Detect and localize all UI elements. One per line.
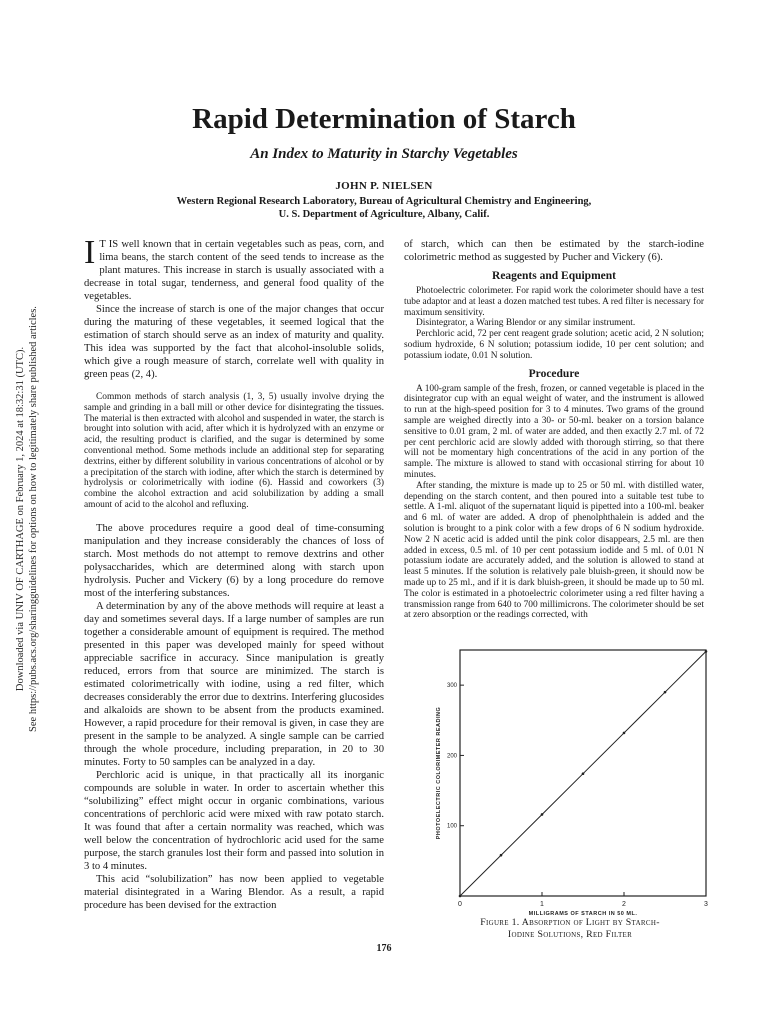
- author-affiliation: [0, 195, 768, 221]
- data-point-3: [582, 772, 585, 775]
- heading-procedure: Procedure: [528, 367, 580, 380]
- chart-svg: [424, 648, 714, 917]
- data-point-4: [623, 732, 626, 735]
- y-tick-label-0: 100: [446, 823, 457, 830]
- affiliation-line-2: U. S. Department of Agriculture, Albany, Calif.: [278, 209, 490, 220]
- x-tick-label-2: 2: [622, 901, 626, 908]
- paragraph-maturity: Since the increase of starch is one of the major changes that occur during the maturing of these vegetables, it seemed logical that the estimation of starch should serve as an index of maturity and quality. This idea was supported by the fact that alcohol-insoluble solids, which give a rough measure of starch, correlate well with quality in green peas (2, 4).: [84, 304, 384, 380]
- paragraph-perchloric: Perchloric acid is unique, in that practically all its inorganic compounds are soluble in water. In order to ascertain whether this “solubilizing” effect might occur in organic combinations, various concentrations of perchloric acid were mixed with raw potato starch. It was found that after a certain normality was reached, which was well below the concentration of hydrochloric acid used for the same purpose, the starch granules lost their form and passed into solution in 3 to 4 minutes.: [84, 769, 384, 872]
- intro-text: T IS well known that in certain vegetables such as peas, corn, and lima beans, the starch content of the seed tends to increase as the plant matures. This increase in starch is usually associated with a decrease in total sugar, tenderness, and general food quality of the vegetables.: [84, 239, 384, 302]
- x-tick-label-0: 0: [458, 901, 462, 908]
- left-column: [84, 234, 384, 912]
- paragraph-continuation: of starch, which can then be estimated by the starch-iodine colorimetric method as suggested by Pucher and Vickery (6).: [404, 239, 704, 263]
- data-point-2: [541, 813, 544, 816]
- procedure-step-2: After standing, the mixture is made up to 25 or 50 ml. with distilled water, depending on the starch content, and then poured into a suitable test tube to settle. A 1-ml. aliquot of the supernatant liquid is pipetted into a 100-ml. beaker and 6 ml. of water are added. A drop of phenolphthalein is added and the solution is brought to a pink color with a few drops of 6 N sodium hydroxide. Now 2 N acetic acid is added until the pink color disappears, 2.5 ml. are then added in excess, 0.5 ml. of 10 per cent potassium iodide and 5 ml. of 0.01 N potassium iodate are accurately added, and the solution is allowed to stand at least 5 minutes. If the solution is relatively pale bluish-green, it should now be made up to 25 ml., and if it is dark bluish-green, it should be made up to 50 ml. The color is estimated in a photoelectric colorimeter using a red filter having a transmission range from 640 to 700 millimicrons. The colorimeter should be set at zero absorption or the readings corrected, with: [404, 480, 704, 621]
- paragraph-common-methods: Common methods of starch analysis (1, 3, 5) usually involve drying the sample and grinding in a ball mill or other device for disintegrating the tissues. The material is then extracted with alcohol and suspended in water, the starch is brought into solution with acid, after which it is hydrolyzed with an enzyme or acid, the resulting product is clarified, and the sugar is determined by some conventional method. Some methods include an additional step for separating dextrins, either by different solubility in various concentrations of alcohol or by a precipitation of the starch with iodine, after which the starch is determined by hydrolysis or colorimetrically with iodine (6). Hassid and coworkers (3) combine the alcohol extraction and acid solubilization by adding a small amount of acid to the alcohol and refluxing.: [84, 392, 384, 510]
- affiliation-line-1: Western Regional Research Laboratory, Bureau of Agricultural Chemistry and Engineering,: [176, 196, 592, 207]
- data-point-5: [664, 691, 667, 694]
- y-axis-label: PHOTOELECTRIC COLORIMETER READING: [436, 706, 442, 840]
- download-notice-line-2: See https://pubs.acs.org/sharingguidelines for options on how to legitimately share published articles.: [28, 306, 39, 732]
- figure-caption: [420, 917, 720, 941]
- data-point-6: [705, 650, 708, 653]
- drop-cap: I: [84, 234, 96, 271]
- caption-line-1: Figure 1. Absorption of Light by Starch-: [480, 917, 660, 928]
- author-name: JOHN P. NIELSEN: [335, 180, 433, 192]
- x-tick-label-1: 1: [540, 901, 544, 908]
- data-point-1: [500, 854, 503, 857]
- reagent-disintegrator: Disintegrator, a Waring Blendor or any similar instrument.: [416, 318, 636, 329]
- paragraph-procedures: The above procedures require a good deal of time-consuming manipulation and they increase considerably the chances of loss of starch. Most methods do not attempt to remove dextrins and other polysaccharides, which are determined along with starch upon hydrolysis. Pucher and Vickery (6) by a long procedure do remove most of the interfering substances.: [84, 522, 384, 599]
- download-notice: [14, 174, 40, 864]
- page-number: 176: [376, 943, 392, 954]
- y-tick-label-1: 200: [446, 753, 457, 760]
- article-title: Rapid Determination of Starch: [192, 103, 576, 135]
- x-tick-label-3: 3: [704, 901, 708, 908]
- paragraph-determination: A determination by any of the above methods will require at least a day and sometimes several days. If a large number of samples are run together a considerable amount of equipment is required. The method presented in this paper was developed mainly for speed without appreciable sacrifice in accuracy. Since manipulation is greatly reduced, errors from that source are minimized. The starch is estimated colorimetrically with iodine, using a red filter, which decreases considerably the error due to dextrins. Interfering glucosides and alkaloids are shown to be absent from the products examined. However, a rapid procedure for their removal is given, in case they are present in the sample to be analyzed. A single sample can be carried through the whole procedure, including preparation, in 20 to 30 minutes. Forty to 50 samples can be analyzed in a day.: [84, 600, 384, 768]
- right-column: [404, 238, 704, 621]
- data-point-0: [459, 895, 462, 898]
- caption-line-2: Iodine Solutions, Red Filter: [507, 929, 633, 940]
- article-subtitle: An Index to Maturity in Starchy Vegetables: [250, 146, 518, 162]
- x-axis-label: MILLIGRAMS OF STARCH IN 50 ML.: [528, 911, 638, 917]
- y-tick-label-2: 300: [446, 683, 457, 690]
- paragraph-solubilization: This acid “solubilization” has now been applied to vegetable material disintegrated in a Waring Blendor. As a result, a rapid procedure has been devised for the extraction: [84, 873, 384, 911]
- figure-1-chart: [424, 648, 714, 917]
- reagent-colorimeter: Photoelectric colorimeter. For rapid work the colorimeter should have a test tube adaptor and at least a dozen matched test tubes. A red filter is necessary for maximum sensitivity.: [404, 286, 704, 318]
- heading-reagents: Reagents and Equipment: [492, 270, 616, 282]
- intro-paragraph: [84, 234, 384, 303]
- download-notice-line-1: Downloaded via UNIV OF CARTHAGE on February 1, 2024 at 18:32:31 (UTC).: [15, 346, 26, 692]
- procedure-step-1: A 100-gram sample of the fresh, frozen, or canned vegetable is placed in the disintegrator cup with an equal weight of water, and the instrument is allowed to run at the high-speed position for 3 to 4 minutes. Two grams of the ground sample are weighed directly into a 30- or 50-ml. beaker on a torsion balance sensitive to 0.01 gram, 2 ml. of water are added, and then exactly 2.7 ml. of 72 per cent perchloric acid are slowly added with thorough stirring, so that there will not be momentary high concentrations of the acid in any portion of the sample. The mixture is allowed to stand with occasional stirring for about 10 minutes.: [404, 383, 704, 480]
- reagent-solutions: Perchloric acid, 72 per cent reagent grade solution; acetic acid, 2 N solution; sodium hydroxide, 6 N solution; potassium iodide, 10 per cent solution; and potassium iodate, 0.01 N solution.: [404, 329, 704, 361]
